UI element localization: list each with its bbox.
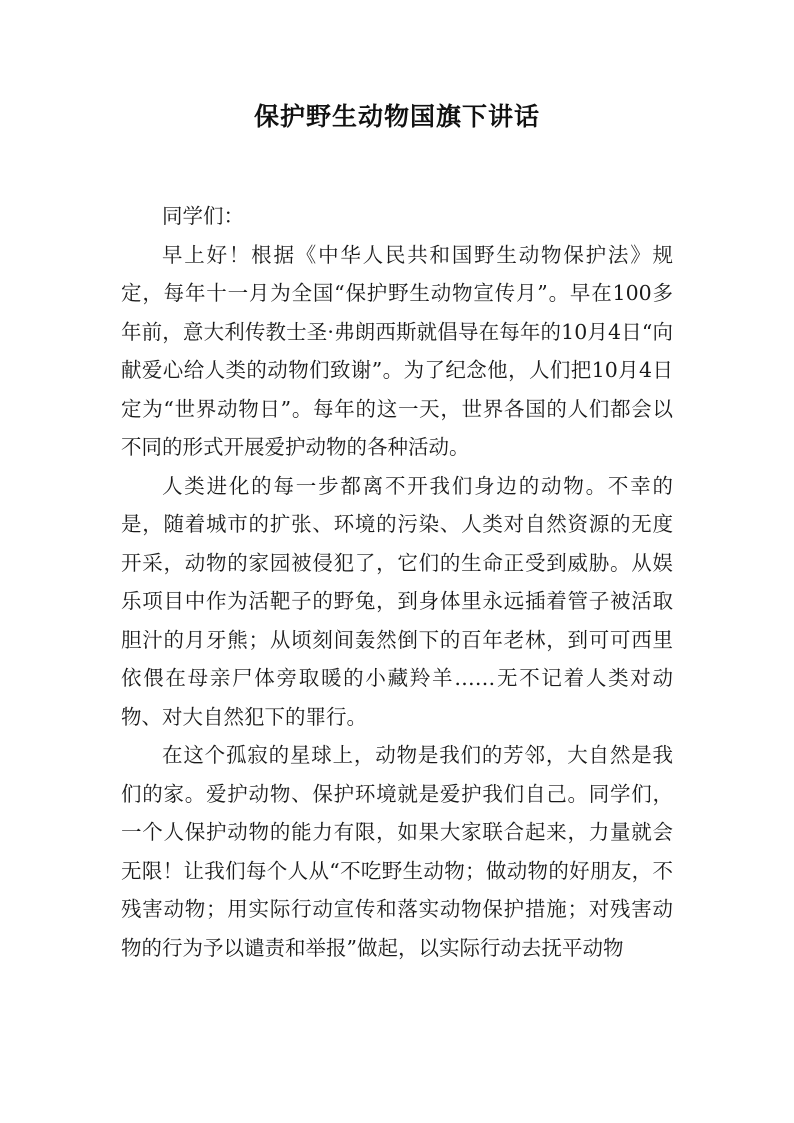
document-title: 保护野生动物国旗下讲话 bbox=[253, 102, 540, 131]
salutation: 同学们： bbox=[162, 204, 244, 228]
paragraph-1: 早上好！根据《中华人民共和国野生动物保护法》规定，每年十一月为全国“保护野生动物宣传月”。早在100多年前，意大利传教士圣·弗朗西斯就倡导在每年的10月4日“向献爱心给人类的动物们致谢”。为了纪念他，人们把10月4日定为“世界动物日”。每年的这一天，世界各国的人们都会以不同的形式开展爱护动物的各种活动。 bbox=[121, 242, 673, 459]
paragraph-2: 人类进化的每一步都离不开我们身边的动物。不幸的是，随着城市的扩张、环境的污染、人类对自然资源的无度开采，动物的家园被侵犯了，它们的生命正受到威胁。从娱乐项目中作为活靶子的野兔，到身体里永远插着管子被活取胆汁的月牙熊；从顷刻间轰然倒下的百年老林，到可可西里依偎在母亲尸体旁取暖的小藏羚羊……无不记着人类对动物、对大自然犯下的罪行。 bbox=[121, 473, 673, 729]
document-body bbox=[121, 197, 673, 967]
paragraph-3: 在这个孤寂的星球上，动物是我们的芳邻，大自然是我们的家。爱护动物、保护环境就是爱护我们自己。同学们，一个人保护动物的能力有限，如果大家联合起来，力量就会无限！让我们每个人从“不吃野生动物；做动物的好朋友，不残害动物；用实际行动宣传和落实动物保护措施；对残害动物的行为予以谴责和举报”做起，以实际行动去抚平动物 bbox=[121, 743, 673, 960]
